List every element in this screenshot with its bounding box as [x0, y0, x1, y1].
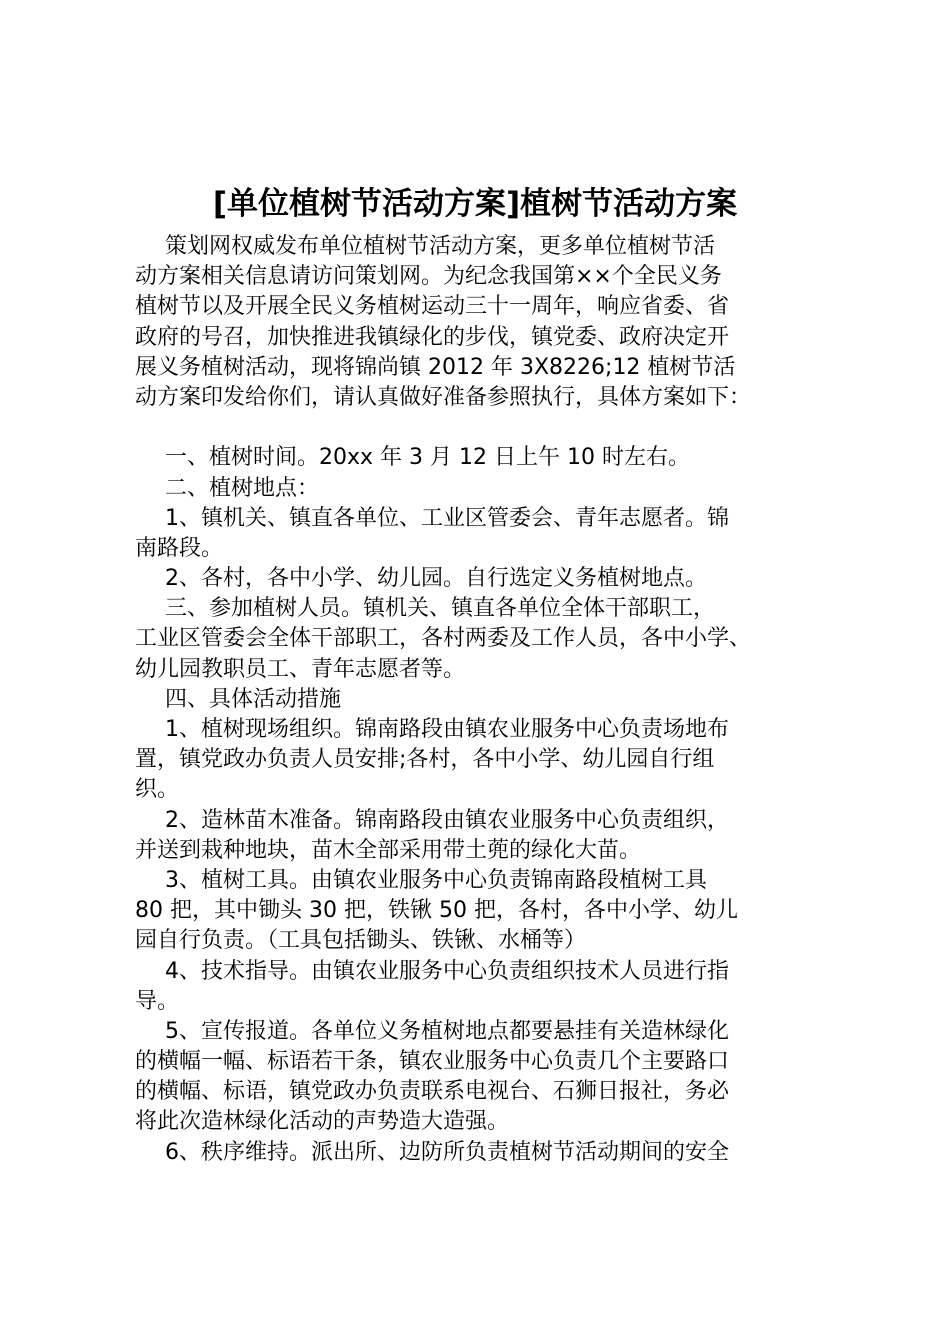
body-line: 工业区管委会全体干部职工，各村两委及工作人员，各中小学、	[135, 626, 752, 652]
section-heading: 一、植树时间。20xx 年 3 月 12 日上午 10 时左右。	[165, 445, 690, 471]
body-line: 2、造林苗木准备。锦南路段由镇农业服务中心负责组织，	[165, 807, 729, 833]
section-heading: 二、植树地点：	[165, 475, 320, 501]
intro-line: 植树节以及开展全民义务植树运动三十一周年，响应省委、省	[135, 294, 730, 320]
section-heading: 四、具体活动措施	[165, 686, 342, 712]
body-line: 1、植树现场组织。锦南路段由镇农业服务中心负责场地布	[165, 717, 729, 742]
body-line: 南路段。	[135, 535, 224, 561]
body-line: 的横幅一幅、标语若干条，镇农业服务中心负责几个主要路口	[135, 1049, 730, 1075]
intro-line: 政府的号召，加快推进我镇绿化的步伐，镇党委、政府决定开	[135, 324, 730, 350]
body-line: 园自行负责。（工具包括锄头、铁锹、水桶等）	[135, 928, 587, 954]
intro-line: 策划网权威发布单位植树节活动方案，更多单位植树节活	[165, 234, 716, 259]
blank-line	[135, 413, 855, 443]
intro-line: 展义务植树活动，现将锦尚镇 2012 年 3X8226;12 植树节活	[135, 354, 736, 380]
body-line: 6、秩序维持。派出所、边防所负责植树节活动期间的安全	[165, 1139, 729, 1165]
body-line: 导。	[135, 988, 180, 1014]
section-heading: 三、参加植树人员。镇机关、镇直各单位全体干部职工，	[165, 596, 716, 622]
body-line: 织。	[135, 777, 180, 803]
body-line: 2、各村，各中小学、幼儿园。自行选定义务植树地点。	[165, 566, 707, 592]
document-body	[135, 232, 855, 1168]
body-line: 5、宣传报道。各单位义务植树地点都要悬挂有关造林绿化	[165, 1018, 729, 1044]
body-line: 置，镇党政办负责人员安排;各村，各中小学、幼儿园自行组	[135, 747, 715, 773]
body-line: 1、镇机关、镇直各单位、工业区管委会、青年志愿者。锦	[165, 505, 729, 531]
body-line: 3、植树工具。由镇农业服务中心负责锦南路段植树工具	[165, 867, 707, 893]
body-line: 幼儿园教职员工、青年志愿者等。	[135, 656, 466, 682]
document-title: [单位植树节活动方案]植树节活动方案	[212, 186, 738, 222]
intro-line: 动方案印发给你们，请认真做好准备参照执行，具体方案如下：	[135, 384, 752, 410]
body-line: 并送到栽种地块，苗木全部采用带土蔸的绿化大苗。	[135, 837, 642, 863]
body-line: 的横幅、标语，镇党政办负责联系电视台、石狮日报社，务必	[135, 1079, 730, 1105]
body-line: 将此次造林绿化活动的声势造大造强。	[135, 1109, 510, 1135]
body-line: 4、技术指导。由镇农业服务中心负责组织技术人员进行指	[165, 958, 729, 984]
body-line: 80 把，其中锄头 30 把，铁锹 50 把，各村，各中小学、幼儿	[135, 898, 738, 924]
intro-line: 动方案相关信息请访问策划网。为纪念我国第××个全民义务	[135, 264, 722, 290]
